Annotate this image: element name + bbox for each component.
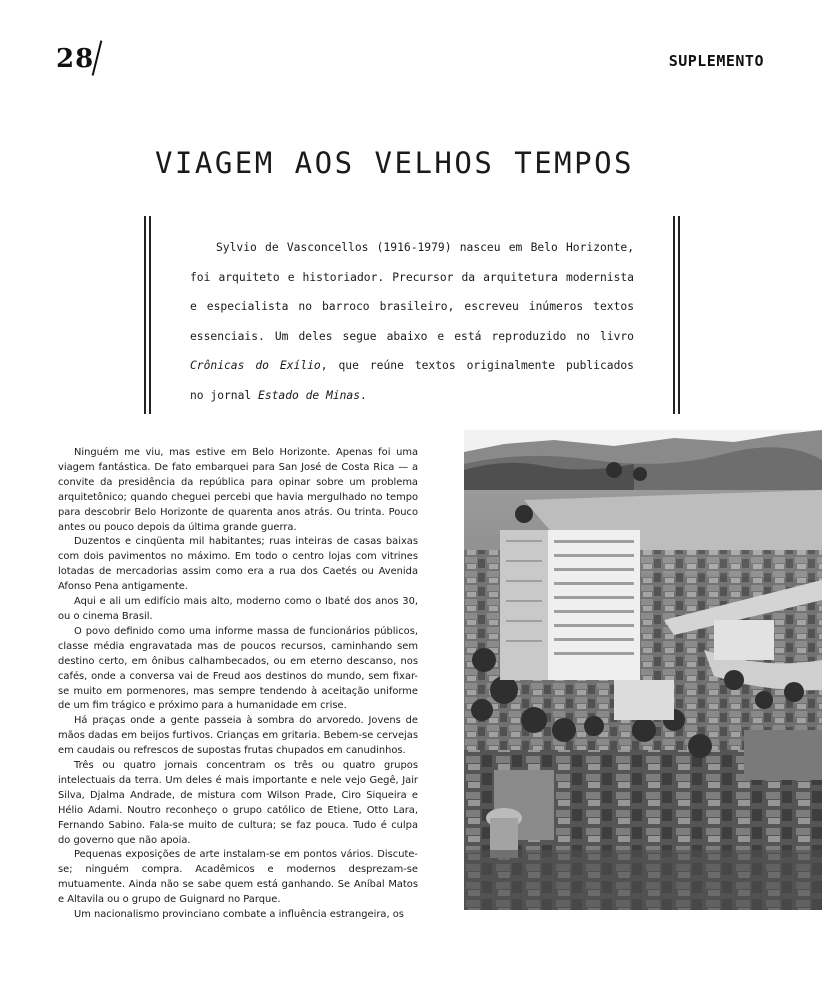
intro-line: e especialista no barroco brasileiro, escreveu inúmeros textos [190,300,634,314]
intro-line-text: . [360,388,367,402]
intro-box [144,216,680,414]
intro-newspaper-name: Estado de Minas [258,388,361,402]
article-paragraph: O povo definido como uma informe massa de funcionários públicos, classe média engravatada mas de poucos recursos, caminhando sem destino certo, em ônibus calhambecados, ou em eterno descanso, nos cafés, onde a conversa vai de Freud aos destinos do mundo, sem fixar-se muito em pormenores, mas sempre tendendo à aceitação uniforme de um fim trágico e próximo para a humanidade em crise. [58,625,418,712]
intro-text [190,233,634,411]
city-aerial-photo-image [464,430,822,910]
intro-line-text: , que reúne textos originalmente publicados [320,359,634,373]
section-label: SUPLEMENTO [668,52,764,70]
article-paragraph: Um nacionalismo provinciano combate a influência estrangeira, os [74,909,404,921]
city-aerial-photo [464,430,822,910]
article-paragraph: Há praças onde a gente passeia à sombra do arvoredo. Jovens de mãos dadas em beijos furtivos. Crianças em gritaria. Bebem-se cervejas em caudais ou refrescos de supostas frutas chupados em canudinhos. [58,715,418,757]
article-paragraph: Ninguém me viu, mas estive em Belo Horizonte. Apenas foi uma viagem fantástica. De fato embarquei para San José de Costa Rica — a convite da presidência da república para opinar sobre um problema arquitetônico; quando cheguei percebi que havia mergulhado no tempo para descobrir Belo Horizonte de quarenta anos atrás. Ou trinta. Pouco antes ou pouco depois da última grande guerra. [58,447,418,533]
page-number: 28 [56,44,95,74]
article-paragraph: Pequenas exposições de arte instalam-se em pontos vários. Discute-se; ninguém compra. Acadêmicos e modernos desprezam-se mutuamente. Ainda não se sabe quem está ganhando. Se Aníbal Matos e Altavila ou o grupo de Guignard no Parque. [58,849,418,906]
intro-line: foi arquiteto e historiador. Precursor da arquitetura modernista [190,270,634,284]
intro-line [190,381,634,411]
intro-line [190,351,634,381]
article-title: VIAGEM AOS VELHOS TEMPOS [154,146,634,180]
article-paragraph: Três ou quatro jornais concentram os três ou quatro grupos intelectuais da terra. Um deles é mais importante e nele vejo Gegê, Jair Silva, Djalma Andrade, de mistura com Wilson Prade, Ciro Siqueira e Hélio Adami. Noutro reconheço o grupo católico de Etiene, Otto Lara, Fernando Sabino. Fala-se muito de cultura; se faz pouca. Tudo é culpa do governo que não apoia. [58,760,418,846]
article-paragraph: Duzentos e cinqüenta mil habitantes; ruas inteiras de casas baixas com dois pavimentos no máximo. Em todo o centro lojas com vitrines lotadas de mercadorias assim como era a rua dos Caetés ou Avenida Afonso Pena antigamente. [58,536,418,593]
intro-book-title: Crônicas do Exílio [190,359,321,373]
intro-line: essenciais. Um deles segue abaixo e está reproduzido no livro [190,329,634,343]
article-paragraph: Aqui e ali um edifício mais alto, moderno como o Ibaté dos anos 30, ou o cinema Brasil. [58,596,418,622]
intro-right-rule [678,216,680,414]
intro-line-text: no jornal [190,388,259,402]
intro-left-rule [144,216,146,414]
intro-right-rule [673,216,675,414]
article-body [58,446,418,921]
intro-left-rule [149,216,151,414]
intro-line: Sylvio de Vasconcellos (1916-1979) nasceu em Belo Horizonte, [216,241,634,254]
